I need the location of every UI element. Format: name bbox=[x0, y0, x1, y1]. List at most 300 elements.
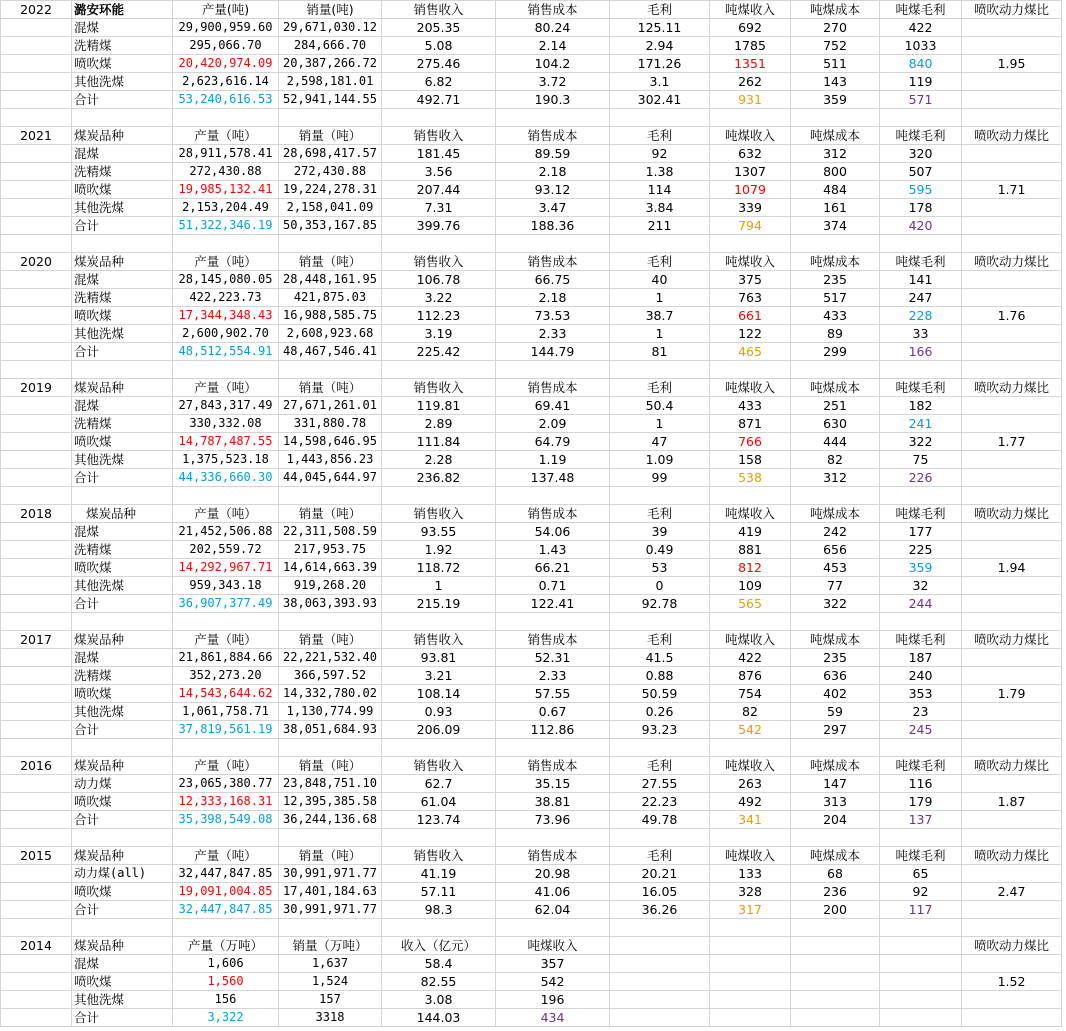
cell-revenue[interactable] bbox=[382, 919, 496, 937]
cell-revenue[interactable]: 93.55 bbox=[382, 523, 496, 541]
cell-item[interactable]: 混煤 bbox=[72, 523, 173, 541]
cell-gross-profit[interactable]: 16.05 bbox=[610, 883, 710, 901]
cell-revenue[interactable]: 57.11 bbox=[382, 883, 496, 901]
cell-ratio[interactable]: 1.95 bbox=[962, 55, 1062, 73]
cell-revenue[interactable]: 1 bbox=[382, 577, 496, 595]
cell-revenue[interactable]: 206.09 bbox=[382, 721, 496, 739]
cell-production[interactable]: 17,344,348.43 bbox=[173, 307, 279, 325]
cell-ratio[interactable] bbox=[962, 721, 1062, 739]
cell-unit-margin[interactable]: 92 bbox=[880, 883, 962, 901]
cell-unit-revenue[interactable]: 328 bbox=[710, 883, 791, 901]
cell-revenue[interactable]: 2.89 bbox=[382, 415, 496, 433]
cell-sales[interactable]: 919,268.20 bbox=[279, 577, 382, 595]
cell-year[interactable] bbox=[1, 37, 72, 55]
cell-production[interactable]: 12,333,168.31 bbox=[173, 793, 279, 811]
cell-production[interactable] bbox=[173, 361, 279, 379]
cell-unit-margin[interactable]: 359 bbox=[880, 559, 962, 577]
cell-unit-cost[interactable]: 161 bbox=[791, 199, 880, 217]
cell-year[interactable] bbox=[1, 721, 72, 739]
cell-unit-revenue[interactable]: 吨煤收入 bbox=[710, 127, 791, 145]
cell-cost[interactable]: 2.18 bbox=[496, 289, 610, 307]
cell-year[interactable] bbox=[1, 991, 72, 1009]
cell-cost[interactable]: 2.33 bbox=[496, 667, 610, 685]
cell-ratio[interactable] bbox=[962, 469, 1062, 487]
cell-year[interactable] bbox=[1, 235, 72, 253]
cell-year[interactable] bbox=[1, 397, 72, 415]
cell-unit-revenue[interactable]: 吨煤收入 bbox=[710, 631, 791, 649]
cell-production[interactable] bbox=[173, 613, 279, 631]
cell-gross-profit[interactable]: 92.78 bbox=[610, 595, 710, 613]
cell-unit-cost[interactable]: 312 bbox=[791, 469, 880, 487]
cell-production[interactable]: 202,559.72 bbox=[173, 541, 279, 559]
cell-sales[interactable]: 38,051,684.93 bbox=[279, 721, 382, 739]
cell-sales[interactable]: 28,698,417.57 bbox=[279, 145, 382, 163]
cell-sales[interactable]: 3318 bbox=[279, 1009, 382, 1027]
cell-item[interactable]: 合计 bbox=[72, 901, 173, 919]
cell-cost[interactable]: 54.06 bbox=[496, 523, 610, 541]
cell-unit-margin[interactable] bbox=[880, 109, 962, 127]
cell-unit-revenue[interactable]: 262 bbox=[710, 73, 791, 91]
cell-unit-cost[interactable]: 77 bbox=[791, 577, 880, 595]
cell-unit-margin[interactable]: 226 bbox=[880, 469, 962, 487]
cell-unit-cost[interactable]: 吨煤成本 bbox=[791, 631, 880, 649]
cell-item[interactable]: 混煤 bbox=[72, 271, 173, 289]
cell-unit-cost[interactable] bbox=[791, 235, 880, 253]
cell-unit-cost[interactable]: 236 bbox=[791, 883, 880, 901]
cell-sales[interactable]: 12,395,385.58 bbox=[279, 793, 382, 811]
cell-cost[interactable]: 销售成本 bbox=[496, 847, 610, 865]
cell-unit-cost[interactable]: 235 bbox=[791, 649, 880, 667]
cell-cost[interactable]: 104.2 bbox=[496, 55, 610, 73]
cell-unit-cost[interactable]: 吨煤成本 bbox=[791, 505, 880, 523]
cell-unit-cost[interactable]: 270 bbox=[791, 19, 880, 37]
cell-revenue[interactable]: 3.21 bbox=[382, 667, 496, 685]
cell-year[interactable] bbox=[1, 703, 72, 721]
cell-year[interactable] bbox=[1, 289, 72, 307]
cell-revenue[interactable]: 112.23 bbox=[382, 307, 496, 325]
cell-year[interactable] bbox=[1, 433, 72, 451]
cell-revenue[interactable]: 98.3 bbox=[382, 901, 496, 919]
cell-unit-revenue[interactable] bbox=[710, 937, 791, 955]
cell-unit-margin[interactable] bbox=[880, 955, 962, 973]
cell-gross-profit[interactable]: 50.4 bbox=[610, 397, 710, 415]
cell-item[interactable]: 合计 bbox=[72, 217, 173, 235]
cell-year[interactable] bbox=[1, 829, 72, 847]
cell-unit-cost[interactable]: 82 bbox=[791, 451, 880, 469]
cell-unit-margin[interactable]: 32 bbox=[880, 577, 962, 595]
cell-revenue[interactable] bbox=[382, 739, 496, 757]
cell-unit-cost[interactable] bbox=[791, 739, 880, 757]
cell-cost[interactable] bbox=[496, 829, 610, 847]
cell-unit-cost[interactable]: 444 bbox=[791, 433, 880, 451]
cell-item[interactable]: 洗精煤 bbox=[72, 163, 173, 181]
cell-gross-profit[interactable]: 53 bbox=[610, 559, 710, 577]
cell-unit-revenue[interactable]: 吨煤收入 bbox=[710, 847, 791, 865]
cell-unit-cost[interactable]: 吨煤成本 bbox=[791, 379, 880, 397]
cell-gross-profit[interactable]: 20.21 bbox=[610, 865, 710, 883]
cell-revenue[interactable]: 1.92 bbox=[382, 541, 496, 559]
cell-revenue[interactable]: 106.78 bbox=[382, 271, 496, 289]
cell-year[interactable]: 2017 bbox=[1, 631, 72, 649]
cell-unit-revenue[interactable] bbox=[710, 109, 791, 127]
cell-item[interactable]: 其他洗煤 bbox=[72, 451, 173, 469]
cell-ratio[interactable] bbox=[962, 91, 1062, 109]
cell-gross-profit[interactable] bbox=[610, 613, 710, 631]
cell-ratio[interactable] bbox=[962, 901, 1062, 919]
cell-cost[interactable]: 2.14 bbox=[496, 37, 610, 55]
cell-cost[interactable]: 销售成本 bbox=[496, 379, 610, 397]
cell-unit-revenue[interactable]: 375 bbox=[710, 271, 791, 289]
cell-cost[interactable]: 188.36 bbox=[496, 217, 610, 235]
cell-unit-cost[interactable]: 143 bbox=[791, 73, 880, 91]
cell-unit-margin[interactable] bbox=[880, 361, 962, 379]
cell-unit-margin[interactable]: 179 bbox=[880, 793, 962, 811]
cell-unit-cost[interactable] bbox=[791, 955, 880, 973]
cell-year[interactable] bbox=[1, 487, 72, 505]
cell-item[interactable]: 喷吹煤 bbox=[72, 433, 173, 451]
cell-unit-revenue[interactable] bbox=[710, 829, 791, 847]
cell-year[interactable] bbox=[1, 595, 72, 613]
cell-sales[interactable]: 销量(吨) bbox=[279, 1, 382, 19]
cell-item[interactable]: 合计 bbox=[72, 469, 173, 487]
cell-revenue[interactable]: 3.08 bbox=[382, 991, 496, 1009]
cell-revenue[interactable] bbox=[382, 487, 496, 505]
cell-year[interactable] bbox=[1, 685, 72, 703]
cell-production[interactable] bbox=[173, 109, 279, 127]
cell-year[interactable]: 2015 bbox=[1, 847, 72, 865]
cell-ratio[interactable]: 1.76 bbox=[962, 307, 1062, 325]
cell-item[interactable]: 煤炭品种 bbox=[72, 379, 173, 397]
cell-unit-cost[interactable]: 吨煤成本 bbox=[791, 1, 880, 19]
cell-cost[interactable]: 2.18 bbox=[496, 163, 610, 181]
cell-item[interactable]: 煤炭品种 bbox=[72, 937, 173, 955]
cell-year[interactable] bbox=[1, 865, 72, 883]
cell-ratio[interactable] bbox=[962, 271, 1062, 289]
cell-ratio[interactable] bbox=[962, 109, 1062, 127]
cell-cost[interactable]: 销售成本 bbox=[496, 631, 610, 649]
cell-unit-cost[interactable]: 630 bbox=[791, 415, 880, 433]
cell-revenue[interactable]: 销售收入 bbox=[382, 505, 496, 523]
cell-unit-revenue[interactable]: 1079 bbox=[710, 181, 791, 199]
cell-sales[interactable]: 52,941,144.55 bbox=[279, 91, 382, 109]
cell-cost[interactable]: 销售成本 bbox=[496, 253, 610, 271]
cell-sales[interactable]: 销量（吨） bbox=[279, 253, 382, 271]
cell-ratio[interactable]: 喷吹动力煤比 bbox=[962, 379, 1062, 397]
cell-year[interactable] bbox=[1, 577, 72, 595]
cell-unit-margin[interactable] bbox=[880, 937, 962, 955]
cell-cost[interactable] bbox=[496, 613, 610, 631]
cell-sales[interactable]: 1,524 bbox=[279, 973, 382, 991]
cell-item[interactable] bbox=[72, 235, 173, 253]
cell-unit-revenue[interactable]: 632 bbox=[710, 145, 791, 163]
cell-sales[interactable] bbox=[279, 361, 382, 379]
cell-production[interactable]: 28,145,080.05 bbox=[173, 271, 279, 289]
cell-unit-revenue[interactable]: 871 bbox=[710, 415, 791, 433]
cell-cost[interactable]: 0.71 bbox=[496, 577, 610, 595]
cell-production[interactable]: 32,447,847.85 bbox=[173, 901, 279, 919]
cell-item[interactable]: 混煤 bbox=[72, 397, 173, 415]
cell-gross-profit[interactable]: 92 bbox=[610, 145, 710, 163]
cell-revenue[interactable]: 销售收入 bbox=[382, 631, 496, 649]
cell-unit-margin[interactable]: 177 bbox=[880, 523, 962, 541]
cell-item[interactable] bbox=[72, 109, 173, 127]
cell-sales[interactable]: 1,637 bbox=[279, 955, 382, 973]
cell-gross-profit[interactable]: 49.78 bbox=[610, 811, 710, 829]
cell-unit-margin[interactable]: 166 bbox=[880, 343, 962, 361]
cell-item[interactable]: 混煤 bbox=[72, 649, 173, 667]
cell-year[interactable] bbox=[1, 667, 72, 685]
cell-sales[interactable]: 1,443,856.23 bbox=[279, 451, 382, 469]
cell-production[interactable]: 19,091,004.85 bbox=[173, 883, 279, 901]
cell-unit-margin[interactable]: 吨煤毛利 bbox=[880, 631, 962, 649]
cell-sales[interactable]: 48,467,546.41 bbox=[279, 343, 382, 361]
cell-gross-profit[interactable]: 93.23 bbox=[610, 721, 710, 739]
cell-item[interactable]: 合计 bbox=[72, 595, 173, 613]
cell-revenue[interactable]: 108.14 bbox=[382, 685, 496, 703]
cell-cost[interactable]: 35.15 bbox=[496, 775, 610, 793]
cell-sales[interactable]: 22,221,532.40 bbox=[279, 649, 382, 667]
cell-gross-profit[interactable]: 0.88 bbox=[610, 667, 710, 685]
cell-year[interactable] bbox=[1, 955, 72, 973]
cell-ratio[interactable]: 1.77 bbox=[962, 433, 1062, 451]
cell-production[interactable]: 产量（吨） bbox=[173, 631, 279, 649]
cell-sales[interactable]: 17,401,184.63 bbox=[279, 883, 382, 901]
cell-item[interactable]: 混煤 bbox=[72, 19, 173, 37]
cell-cost[interactable]: 3.47 bbox=[496, 199, 610, 217]
cell-unit-margin[interactable]: 吨煤毛利 bbox=[880, 379, 962, 397]
cell-gross-profit[interactable]: 36.26 bbox=[610, 901, 710, 919]
cell-cost[interactable]: 66.21 bbox=[496, 559, 610, 577]
cell-gross-profit[interactable] bbox=[610, 991, 710, 1009]
cell-unit-revenue[interactable]: 吨煤收入 bbox=[710, 253, 791, 271]
cell-year[interactable] bbox=[1, 559, 72, 577]
cell-production[interactable]: 272,430.88 bbox=[173, 163, 279, 181]
cell-revenue[interactable]: 399.76 bbox=[382, 217, 496, 235]
cell-unit-margin[interactable]: 1033 bbox=[880, 37, 962, 55]
cell-sales[interactable]: 2,608,923.68 bbox=[279, 325, 382, 343]
cell-revenue[interactable]: 62.7 bbox=[382, 775, 496, 793]
cell-ratio[interactable]: 2.47 bbox=[962, 883, 1062, 901]
cell-sales[interactable] bbox=[279, 919, 382, 937]
cell-cost[interactable]: 3.72 bbox=[496, 73, 610, 91]
cell-item[interactable]: 动力煤(all) bbox=[72, 865, 173, 883]
cell-unit-margin[interactable] bbox=[880, 919, 962, 937]
cell-production[interactable]: 产量(吨) bbox=[173, 1, 279, 19]
cell-ratio[interactable] bbox=[962, 1009, 1062, 1027]
cell-item[interactable]: 煤炭品种 bbox=[72, 505, 173, 523]
cell-production[interactable]: 产量（万吨） bbox=[173, 937, 279, 955]
cell-unit-revenue[interactable] bbox=[710, 973, 791, 991]
cell-ratio[interactable]: 1.79 bbox=[962, 685, 1062, 703]
cell-production[interactable] bbox=[173, 235, 279, 253]
cell-unit-cost[interactable]: 吨煤成本 bbox=[791, 847, 880, 865]
cell-unit-revenue[interactable]: 542 bbox=[710, 721, 791, 739]
cell-sales[interactable]: 366,597.52 bbox=[279, 667, 382, 685]
cell-unit-revenue[interactable] bbox=[710, 613, 791, 631]
cell-unit-cost[interactable]: 322 bbox=[791, 595, 880, 613]
cell-unit-revenue[interactable]: 538 bbox=[710, 469, 791, 487]
cell-production[interactable]: 36,907,377.49 bbox=[173, 595, 279, 613]
cell-year[interactable] bbox=[1, 775, 72, 793]
cell-revenue[interactable]: 收入（亿元） bbox=[382, 937, 496, 955]
cell-unit-revenue[interactable] bbox=[710, 991, 791, 1009]
cell-gross-profit[interactable]: 2.94 bbox=[610, 37, 710, 55]
cell-sales[interactable]: 销量（吨） bbox=[279, 505, 382, 523]
cell-unit-margin[interactable] bbox=[880, 235, 962, 253]
cell-unit-cost[interactable]: 636 bbox=[791, 667, 880, 685]
cell-item[interactable] bbox=[72, 829, 173, 847]
cell-unit-revenue[interactable]: 465 bbox=[710, 343, 791, 361]
cell-year[interactable] bbox=[1, 307, 72, 325]
cell-sales[interactable]: 29,671,030.12 bbox=[279, 19, 382, 37]
cell-item[interactable]: 潞安环能 bbox=[72, 1, 173, 19]
cell-year[interactable] bbox=[1, 271, 72, 289]
cell-unit-margin[interactable]: 507 bbox=[880, 163, 962, 181]
cell-gross-profit[interactable]: 毛利 bbox=[610, 631, 710, 649]
cell-unit-cost[interactable] bbox=[791, 361, 880, 379]
cell-unit-revenue[interactable]: 158 bbox=[710, 451, 791, 469]
cell-production[interactable] bbox=[173, 739, 279, 757]
cell-ratio[interactable] bbox=[962, 577, 1062, 595]
cell-sales[interactable]: 331,880.78 bbox=[279, 415, 382, 433]
cell-ratio[interactable] bbox=[962, 19, 1062, 37]
cell-item[interactable]: 合计 bbox=[72, 91, 173, 109]
cell-unit-revenue[interactable] bbox=[710, 739, 791, 757]
cell-ratio[interactable]: 喷吹动力煤比 bbox=[962, 127, 1062, 145]
cell-gross-profit[interactable]: 0.26 bbox=[610, 703, 710, 721]
cell-revenue[interactable]: 销售收入 bbox=[382, 847, 496, 865]
cell-unit-cost[interactable]: 752 bbox=[791, 37, 880, 55]
cell-sales[interactable]: 272,430.88 bbox=[279, 163, 382, 181]
cell-unit-revenue[interactable]: 763 bbox=[710, 289, 791, 307]
cell-unit-cost[interactable]: 吨煤成本 bbox=[791, 253, 880, 271]
cell-unit-cost[interactable] bbox=[791, 937, 880, 955]
cell-unit-margin[interactable]: 吨煤毛利 bbox=[880, 847, 962, 865]
cell-unit-margin[interactable]: 595 bbox=[880, 181, 962, 199]
cell-revenue[interactable]: 3.22 bbox=[382, 289, 496, 307]
cell-cost[interactable]: 93.12 bbox=[496, 181, 610, 199]
cell-revenue[interactable]: 销售收入 bbox=[382, 757, 496, 775]
cell-year[interactable] bbox=[1, 649, 72, 667]
cell-unit-margin[interactable]: 116 bbox=[880, 775, 962, 793]
cell-unit-margin[interactable]: 178 bbox=[880, 199, 962, 217]
cell-unit-cost[interactable]: 359 bbox=[791, 91, 880, 109]
cell-unit-margin[interactable]: 353 bbox=[880, 685, 962, 703]
cell-year[interactable] bbox=[1, 739, 72, 757]
cell-item[interactable]: 喷吹煤 bbox=[72, 793, 173, 811]
cell-unit-margin[interactable]: 241 bbox=[880, 415, 962, 433]
cell-sales[interactable]: 421,875.03 bbox=[279, 289, 382, 307]
cell-item[interactable]: 洗精煤 bbox=[72, 541, 173, 559]
cell-unit-revenue[interactable]: 419 bbox=[710, 523, 791, 541]
cell-production[interactable]: 21,861,884.66 bbox=[173, 649, 279, 667]
cell-revenue[interactable]: 销售收入 bbox=[382, 379, 496, 397]
cell-unit-margin[interactable]: 571 bbox=[880, 91, 962, 109]
cell-gross-profit[interactable]: 毛利 bbox=[610, 847, 710, 865]
cell-revenue[interactable]: 144.03 bbox=[382, 1009, 496, 1027]
cell-ratio[interactable]: 喷吹动力煤比 bbox=[962, 253, 1062, 271]
cell-ratio[interactable] bbox=[962, 217, 1062, 235]
cell-sales[interactable]: 1,130,774.99 bbox=[279, 703, 382, 721]
cell-item[interactable]: 煤炭品种 bbox=[72, 631, 173, 649]
cell-unit-revenue[interactable]: 1785 bbox=[710, 37, 791, 55]
cell-gross-profit[interactable]: 毛利 bbox=[610, 505, 710, 523]
cell-unit-margin[interactable]: 420 bbox=[880, 217, 962, 235]
cell-year[interactable]: 2016 bbox=[1, 757, 72, 775]
cell-item[interactable]: 喷吹煤 bbox=[72, 973, 173, 991]
cell-ratio[interactable] bbox=[962, 523, 1062, 541]
cell-sales[interactable]: 28,448,161.95 bbox=[279, 271, 382, 289]
cell-revenue[interactable]: 118.72 bbox=[382, 559, 496, 577]
cell-production[interactable] bbox=[173, 487, 279, 505]
cell-unit-cost[interactable]: 68 bbox=[791, 865, 880, 883]
cell-item[interactable]: 煤炭品种 bbox=[72, 757, 173, 775]
cell-item[interactable]: 合计 bbox=[72, 343, 173, 361]
cell-item[interactable]: 其他洗煤 bbox=[72, 577, 173, 595]
cell-ratio[interactable]: 1.71 bbox=[962, 181, 1062, 199]
cell-unit-cost[interactable]: 147 bbox=[791, 775, 880, 793]
cell-cost[interactable] bbox=[496, 739, 610, 757]
cell-revenue[interactable]: 225.42 bbox=[382, 343, 496, 361]
cell-production[interactable]: 44,336,660.30 bbox=[173, 469, 279, 487]
cell-cost[interactable]: 41.06 bbox=[496, 883, 610, 901]
cell-unit-margin[interactable]: 228 bbox=[880, 307, 962, 325]
cell-unit-cost[interactable] bbox=[791, 613, 880, 631]
cell-unit-cost[interactable]: 89 bbox=[791, 325, 880, 343]
cell-revenue[interactable]: 205.35 bbox=[382, 19, 496, 37]
cell-year[interactable] bbox=[1, 523, 72, 541]
cell-cost[interactable]: 20.98 bbox=[496, 865, 610, 883]
cell-sales[interactable]: 销量（吨） bbox=[279, 379, 382, 397]
cell-sales[interactable] bbox=[279, 739, 382, 757]
cell-unit-revenue[interactable]: 吨煤收入 bbox=[710, 379, 791, 397]
cell-sales[interactable]: 14,598,646.95 bbox=[279, 433, 382, 451]
cell-unit-cost[interactable]: 204 bbox=[791, 811, 880, 829]
cell-revenue[interactable]: 6.82 bbox=[382, 73, 496, 91]
cell-gross-profit[interactable] bbox=[610, 919, 710, 937]
cell-unit-margin[interactable]: 65 bbox=[880, 865, 962, 883]
cell-sales[interactable]: 销量（吨） bbox=[279, 757, 382, 775]
cell-production[interactable]: 422,223.73 bbox=[173, 289, 279, 307]
cell-production[interactable]: 20,420,974.09 bbox=[173, 55, 279, 73]
cell-production[interactable]: 产量（吨） bbox=[173, 847, 279, 865]
cell-unit-margin[interactable]: 244 bbox=[880, 595, 962, 613]
cell-revenue[interactable]: 销售收入 bbox=[382, 253, 496, 271]
cell-item[interactable]: 喷吹煤 bbox=[72, 883, 173, 901]
cell-ratio[interactable]: 喷吹动力煤比 bbox=[962, 847, 1062, 865]
cell-unit-revenue[interactable]: 82 bbox=[710, 703, 791, 721]
cell-unit-margin[interactable]: 320 bbox=[880, 145, 962, 163]
cell-gross-profit[interactable]: 211 bbox=[610, 217, 710, 235]
cell-unit-margin[interactable]: 422 bbox=[880, 19, 962, 37]
cell-unit-cost[interactable]: 59 bbox=[791, 703, 880, 721]
cell-unit-cost[interactable]: 242 bbox=[791, 523, 880, 541]
cell-cost[interactable]: 190.3 bbox=[496, 91, 610, 109]
cell-unit-margin[interactable] bbox=[880, 829, 962, 847]
cell-sales[interactable]: 销量（吨） bbox=[279, 631, 382, 649]
cell-cost[interactable]: 1.19 bbox=[496, 451, 610, 469]
cell-item[interactable]: 混煤 bbox=[72, 145, 173, 163]
cell-unit-margin[interactable] bbox=[880, 487, 962, 505]
cell-sales[interactable]: 50,353,167.85 bbox=[279, 217, 382, 235]
cell-unit-revenue[interactable]: 881 bbox=[710, 541, 791, 559]
cell-item[interactable]: 喷吹煤 bbox=[72, 559, 173, 577]
cell-item[interactable]: 混煤 bbox=[72, 955, 173, 973]
cell-cost[interactable] bbox=[496, 361, 610, 379]
cell-year[interactable]: 2021 bbox=[1, 127, 72, 145]
cell-production[interactable]: 48,512,554.91 bbox=[173, 343, 279, 361]
cell-year[interactable] bbox=[1, 1009, 72, 1027]
